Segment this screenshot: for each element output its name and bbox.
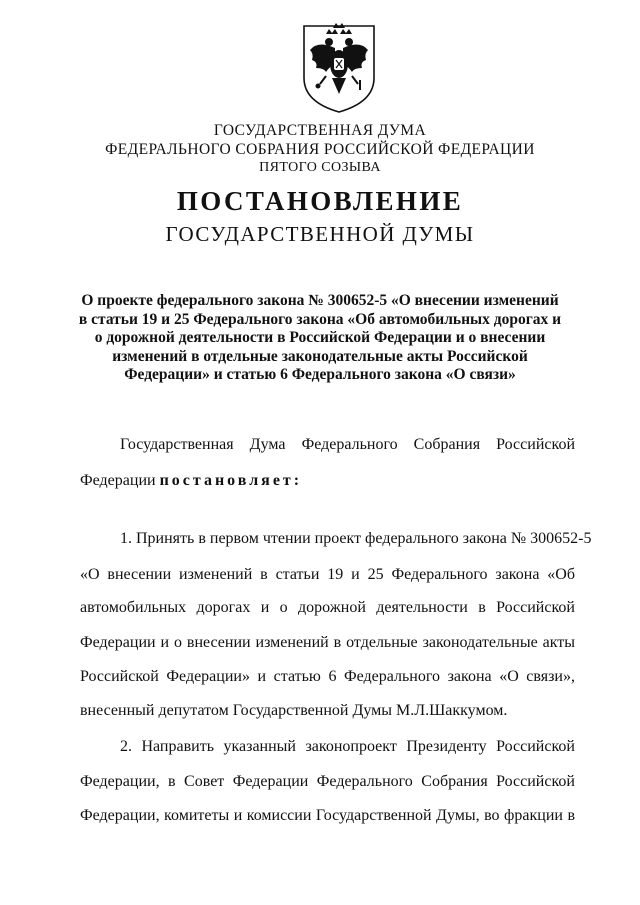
document-title: ПОСТАНОВЛЕНИЕ xyxy=(176,186,464,216)
subject-line: о дорожной деятельности в Российской Федерации и о внесении xyxy=(94,329,546,347)
coat-of-arms-emblem xyxy=(296,20,382,116)
preamble-resolves: постановляет: xyxy=(159,472,303,489)
para1-line: Федерации и о внесении изменений в отдельные законодательные акты xyxy=(80,634,575,651)
para2-line: 2. Направить указанный законопроект Президенту Российской xyxy=(120,738,575,755)
para1-line: внесенный депутатом Государственной Думы М.Л.Шаккумом. xyxy=(80,702,508,719)
para1-line: автомобильных дорогах и о дорожной деятельности в Российской xyxy=(80,599,575,616)
subject-line: в статьи 19 и 25 Федерального закона «Об автомобильных дорогах и xyxy=(78,310,562,328)
para1-line: 1. Принять в первом чтении проект федерального закона № 300652-5 xyxy=(120,530,592,547)
header-line-3: ПЯТОГО СОЗЫВА xyxy=(259,160,381,175)
para2-line: Федерации, в Совет Федерации Федерального Собрания Российской xyxy=(80,773,575,790)
para1-line: Российской Федерации» и статью 6 Федерального закона «О связи», xyxy=(80,668,575,685)
preamble-line-2 xyxy=(80,472,575,490)
document-subtitle: ГОСУДАРСТВЕННОЙ ДУМЫ xyxy=(165,222,475,246)
document-subject xyxy=(70,292,570,385)
para1-line: «О внесении изменений в статьи 19 и 25 Федерального закона «Об xyxy=(80,566,575,583)
subject-line: изменений в отдельные законодательные акты Российской xyxy=(112,347,528,365)
header-line-1: ГОСУДАРСТВЕННАЯ ДУМА xyxy=(213,122,427,139)
para2-line: Федерации, комитеты и комиссии Государственной Думы, во фракции в xyxy=(80,807,575,824)
preamble-line-1: Государственная Дума Федерального Собрания Российской xyxy=(120,436,575,453)
header-line-2: ФЕДЕРАЛЬНОГО СОБРАНИЯ РОССИЙСКОЙ ФЕДЕРАЦИИ xyxy=(105,141,535,158)
preamble-text: Федерации xyxy=(80,472,160,489)
subject-line: О проекте федерального закона № 300652-5 «О внесении изменений xyxy=(81,292,559,309)
subject-line: Федерации» и статью 6 Федерального закона «О связи» xyxy=(124,366,516,384)
